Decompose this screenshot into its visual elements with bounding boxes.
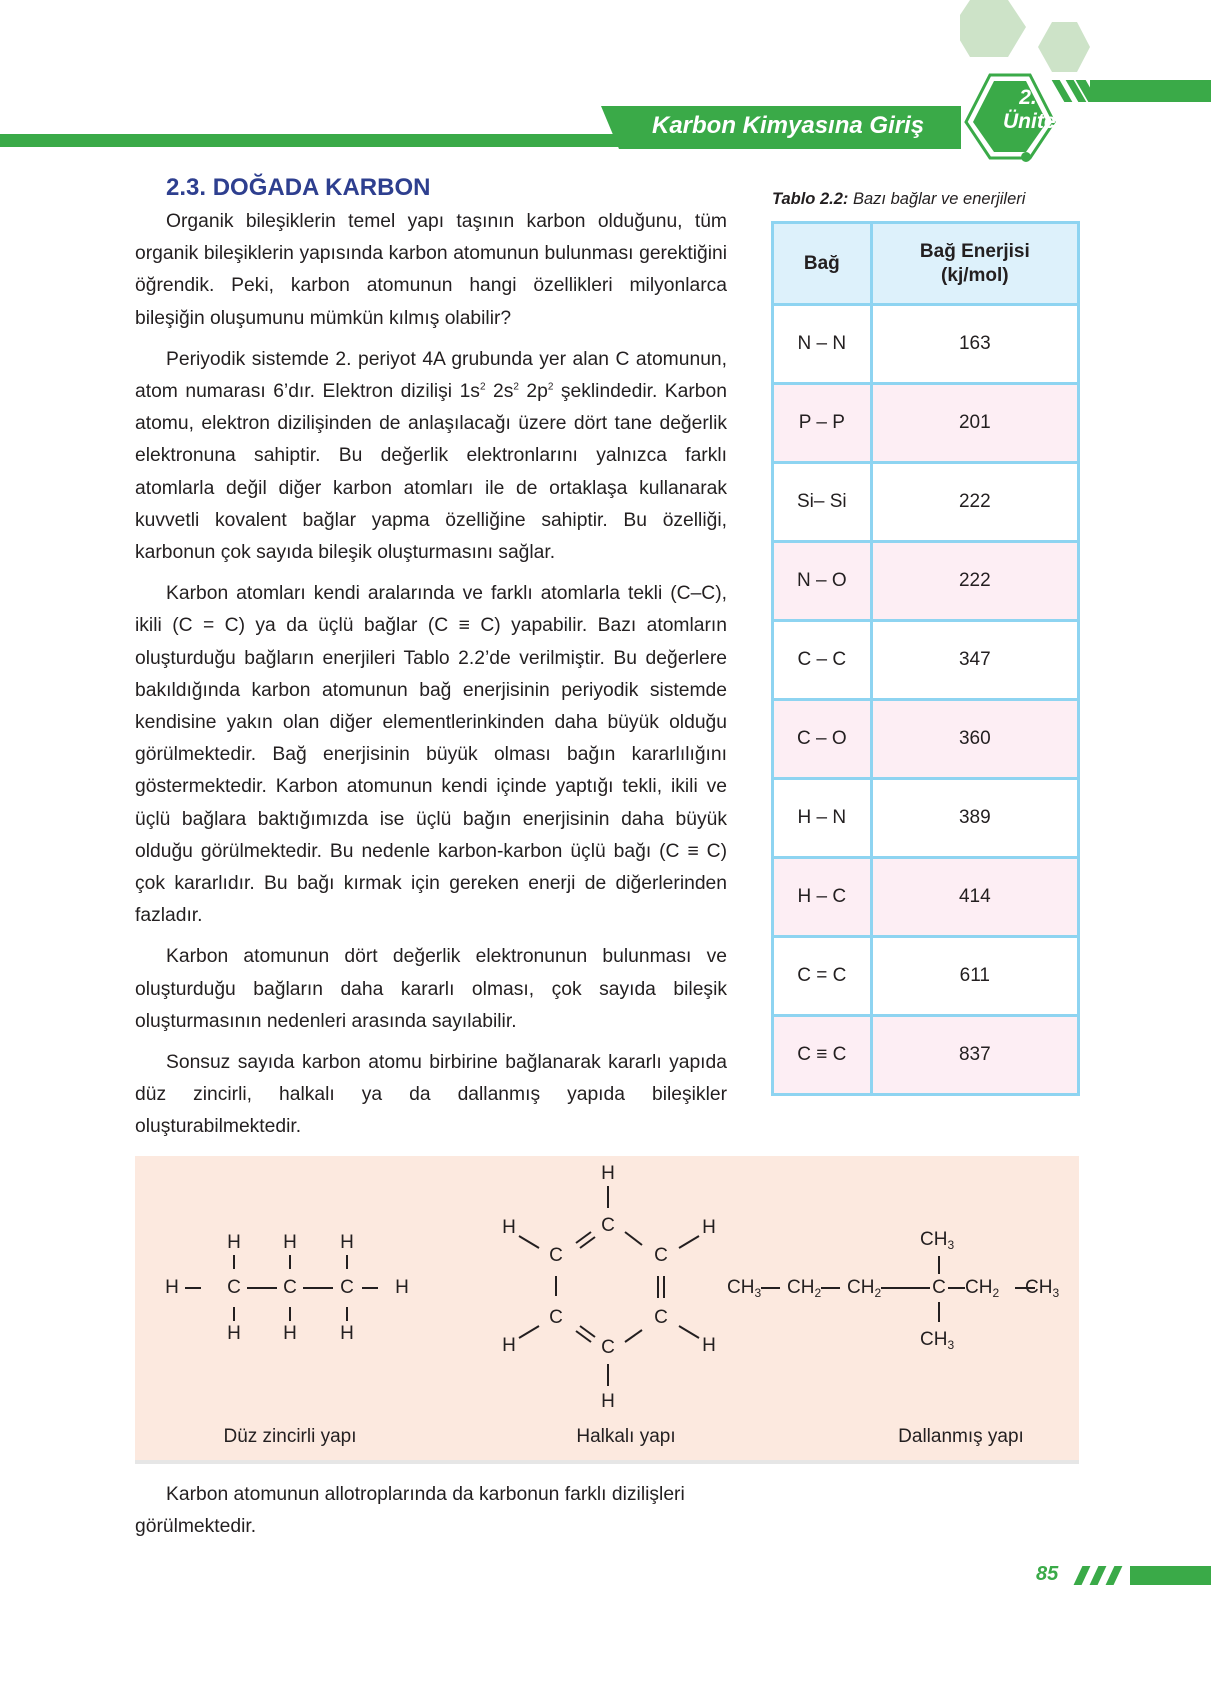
footer-stripe	[1074, 1566, 1091, 1585]
hydrogen-atom: H	[601, 1391, 615, 1413]
page-number: 85	[1036, 1563, 1059, 1585]
carbon-atom: C	[654, 1307, 668, 1329]
section-heading: 2.3. DOĞADA KARBON	[166, 174, 431, 201]
bond-energy-table	[771, 221, 1080, 1096]
table-row	[773, 1016, 1079, 1095]
superscript: 2	[513, 381, 519, 393]
ch-label: CH	[1025, 1277, 1053, 1299]
energy-cell: 347	[871, 621, 1078, 700]
methyl-group	[727, 1277, 761, 1300]
carbon-atom: C	[601, 1337, 615, 1359]
hydrogen-atom: H	[395, 1277, 409, 1299]
table-row	[773, 384, 1079, 463]
hydrogen-atom: H	[340, 1323, 354, 1345]
header-unit: (kj/mol)	[941, 264, 1009, 286]
superscript: 2	[479, 381, 486, 393]
bond-line	[679, 1326, 699, 1338]
chapter-title: Karbon Kimyasına Giriş	[652, 112, 925, 139]
table-row	[773, 937, 1079, 1016]
hydrogen-atom: H	[702, 1217, 716, 1239]
header-line: Bağ Enerjisi	[919, 240, 1030, 262]
hydrogen-atom: H	[283, 1232, 297, 1254]
column-header-bond: Bağ	[773, 223, 872, 305]
hydrogen-atom: H	[502, 1335, 516, 1357]
energy-cell: 163	[871, 305, 1078, 384]
subscript: 3	[947, 1338, 955, 1353]
text-run: 2s	[485, 381, 514, 403]
table-row	[773, 463, 1079, 542]
energy-cell: 222	[871, 542, 1078, 621]
bond-cell: C = C	[773, 937, 872, 1016]
ch-label: CH	[920, 1229, 948, 1251]
bond-cell: C – O	[773, 700, 872, 779]
hydrogen-atom: H	[227, 1323, 241, 1345]
straight-chain-structure	[165, 1232, 409, 1344]
bond-line	[519, 1326, 539, 1338]
ch-label: CH	[727, 1277, 755, 1299]
paragraph: Sonsuz sayıda karbon atomu birbirine bağlanarak kararlı yapıda düz zincirli, halkalı ya da dallanmış yapıda bileşikler oluşturabilmektedir.	[135, 1052, 727, 1138]
body-text	[135, 206, 727, 1153]
bond-cell: C – C	[773, 621, 872, 700]
bond-cell: C ≡ C	[773, 1016, 872, 1095]
column-header-energy	[871, 223, 1078, 305]
energy-cell: 414	[871, 858, 1078, 937]
subscript: 2	[814, 1286, 822, 1301]
carbon-atom: C	[654, 1245, 668, 1267]
table-caption	[772, 190, 1025, 209]
unit-label: Ünite	[1003, 110, 1056, 133]
table-row	[773, 305, 1079, 384]
bond-line	[625, 1330, 642, 1342]
ch-label: CH	[847, 1277, 875, 1299]
caption-branched: Dallanmış yapı	[898, 1426, 1024, 1447]
bond-cell: H – N	[773, 779, 872, 858]
energy-cell: 837	[871, 1016, 1078, 1095]
subscript: 2	[874, 1286, 882, 1301]
bond-line	[625, 1232, 642, 1245]
ch-label: CH	[965, 1277, 993, 1299]
hydrogen-atom: H	[165, 1277, 179, 1299]
caption-straight: Düz zincirli yapı	[223, 1426, 357, 1447]
ch-label: CH	[787, 1277, 815, 1299]
superscript: 2	[547, 381, 554, 393]
ring-structure	[502, 1163, 716, 1412]
bond-cell: P – P	[773, 384, 872, 463]
paragraph	[135, 344, 727, 569]
text-run: şeklindedir. Karbon atomu, elektron dizilişinden de anlaşılacağı üzere dört tane değerlik elektronuna sahiptir. Bu değerlik elektronlarını yalnızca farklı atomlarla değil diğer karbon atomları ile de ortaklaşa kullanarak kuvvetli kovalent bağlar yapma özelliğine sahiptir. Bu özelliği, karbonun çok sayıda bileşik oluşturmasını sağlar.	[135, 381, 727, 564]
caption-ring: Halkalı yapı	[576, 1426, 676, 1447]
table-row	[773, 621, 1079, 700]
caption-text: Bazı bağlar ve enerjileri	[848, 190, 1026, 208]
footer-stripe	[1106, 1566, 1123, 1585]
carbon-atom: C	[227, 1277, 241, 1299]
bond-line	[519, 1236, 539, 1248]
paragraph: Karbon atomunun allotroplarında da karbonun farklı dizilişleri görülmektedir.	[135, 1484, 685, 1538]
hydrogen-atom: H	[227, 1232, 241, 1254]
table-row	[773, 700, 1079, 779]
unit-badge-text	[1003, 86, 1056, 134]
text-run: 2p	[518, 381, 548, 403]
bond-line	[679, 1236, 699, 1248]
energy-cell: 389	[871, 779, 1078, 858]
subscript: 2	[992, 1286, 1000, 1301]
footer-stripe	[1090, 1566, 1107, 1585]
paragraph: Karbon atomları kendi aralarında ve farklı atomlarla tekli (C–C), ikili (C = C) ya da üçlü bağlar (C ≡ C) yapabilir. Bazı atomların oluşturduğu bağların enerjileri Tablo 2.2’de verilmiştir. Bu değerlere bakıldığında karbon atomunun bağ enerjisinin periyodik sistemde kendisine yakın olan diğer elementlerinkinden daha büyük olduğu görülmektedir. Bağ enerjisinin büyük olması bağın kararlılığını göstermektedir. Karbon atomunun kendi içinde yaptığı tekli, ikili ve üçlü bağlara baktığımızda ise üçlü bağın enerjisinin daha büyük olduğu görülmektedir. Bu nedenle karbon-karbon üçlü bağı (C ≡ C) çok kararlıdır. Bu bağı kırmak için gereken enerji de diğerlerinden fazladır.	[135, 583, 727, 927]
branched-structure	[727, 1229, 1059, 1352]
carbon-structures-figure	[135, 1156, 1079, 1460]
footer-bar	[1130, 1566, 1211, 1585]
energy-cell: 360	[871, 700, 1078, 779]
methyl-group	[920, 1229, 954, 1252]
carbon-atom: C	[549, 1245, 563, 1267]
table-row	[773, 779, 1079, 858]
closing-paragraph	[135, 1479, 727, 1543]
caption-label: Tablo 2.2:	[772, 190, 849, 208]
header-rule	[0, 134, 640, 147]
hydrogen-atom: H	[340, 1232, 354, 1254]
paragraph: Organik bileşiklerin temel yapı taşının karbon olduğunu, tüm organik bileşiklerin yapısında karbon atomunun bulunması gerektiğini öğrendik. Peki, karbon atomunun hangi özellikleri milyonlarca bileşiğin oluşumunu mümkün kılmış olabilir?	[135, 211, 727, 329]
structure-diagrams	[135, 1156, 1079, 1460]
bond-cell: H – C	[773, 858, 872, 937]
carbon-atom: C	[283, 1277, 297, 1299]
energy-cell: 611	[871, 937, 1078, 1016]
bond-cell: Si– Si	[773, 463, 872, 542]
methyl-group	[920, 1329, 954, 1352]
carbon-atom: C	[601, 1215, 615, 1237]
hydrogen-atom: H	[601, 1163, 615, 1185]
energy-cell: 222	[871, 463, 1078, 542]
table-row	[773, 542, 1079, 621]
hydrogen-atom: H	[283, 1323, 297, 1345]
carbon-atom: C	[549, 1307, 563, 1329]
hydrogen-atom: H	[502, 1217, 516, 1239]
carbon-atom: C	[932, 1277, 946, 1299]
carbon-atom: C	[340, 1277, 354, 1299]
subscript: 3	[1052, 1286, 1060, 1301]
methyl-group	[787, 1277, 821, 1300]
subscript: 3	[754, 1286, 762, 1301]
subscript: 3	[947, 1238, 955, 1253]
methyl-group	[965, 1277, 999, 1300]
bond-cell: N – O	[773, 542, 872, 621]
table-row	[773, 858, 1079, 937]
hydrogen-atom: H	[702, 1335, 716, 1357]
ch-label: CH	[920, 1329, 948, 1351]
text-run: Periyodik sistemde 2. periyot 4A grubunda yer alan C atomunun, atom numarası 6’dır. Elektron dizilişi 1s	[135, 348, 727, 403]
unit-number: 2.	[1019, 86, 1037, 109]
energy-cell: 201	[871, 384, 1078, 463]
methyl-group	[847, 1277, 881, 1300]
bond-cell: N – N	[773, 305, 872, 384]
unit-hexagon-badge-icon	[960, 0, 1120, 170]
paragraph: Karbon atomunun dört değerlik elektronunun bulunması ve oluşturduğu bağların daha kararlı olması, çok sayıda bileşik oluşturmasının nedenleri arasında sayılabilir.	[135, 946, 727, 1032]
